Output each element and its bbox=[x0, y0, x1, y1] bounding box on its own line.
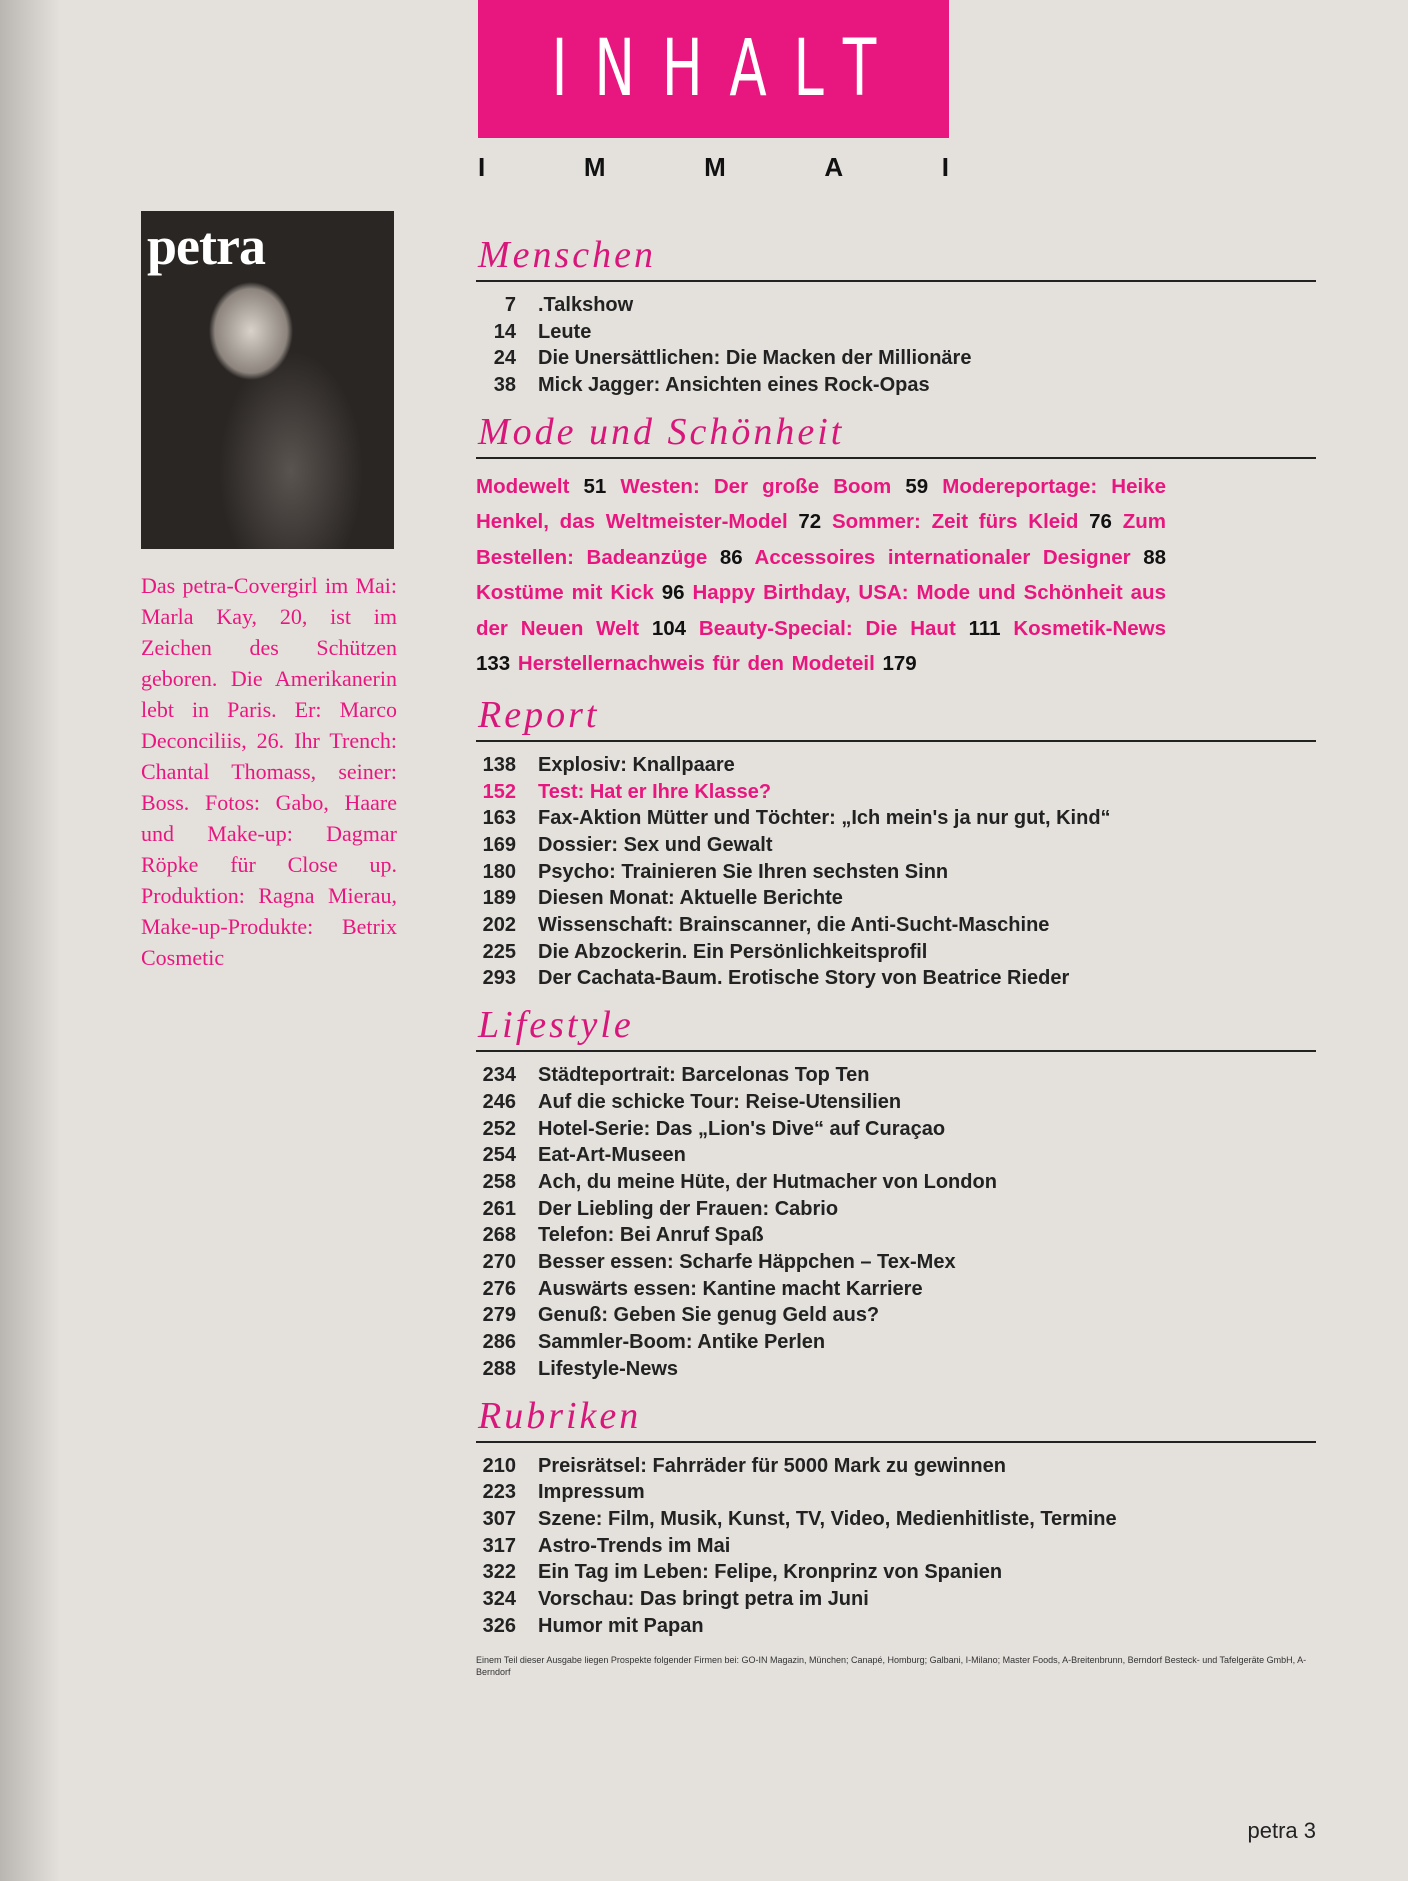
toc-entry bbox=[476, 1089, 1316, 1116]
entry-title: Astro-Trends im Mai bbox=[538, 1534, 731, 1557]
mode-item: Zum Bestellen: Badeanzüge bbox=[476, 510, 1166, 569]
entry-page: 7 bbox=[504, 294, 516, 316]
issue-month-letter: M bbox=[583, 152, 606, 182]
toc-entry bbox=[476, 1142, 1316, 1169]
entry-page: 268 bbox=[482, 1224, 516, 1247]
entry-title: Dossier: Sex und Gewalt bbox=[538, 833, 773, 856]
section-title: Rubriken bbox=[476, 1391, 1316, 1443]
issue-month bbox=[478, 152, 949, 183]
entry-title: Impressum bbox=[538, 1481, 645, 1504]
mode-item-page: 111 bbox=[968, 616, 1001, 640]
entry-page: 138 bbox=[482, 753, 516, 776]
entry-list bbox=[476, 1062, 1316, 1382]
toc-entry bbox=[476, 885, 1316, 912]
mode-item: Beauty-Special: Die Haut bbox=[686, 616, 969, 640]
entry-title: Telefon: Bei Anruf Spaß bbox=[538, 1224, 764, 1247]
mode-item: Happy Birthday, USA: Mode und Schönheit aus der Neuen Welt bbox=[476, 581, 1166, 640]
entry-title: Humor mit Papan bbox=[538, 1614, 704, 1637]
entry-list bbox=[476, 752, 1316, 992]
entry-title: Hotel-Serie: Das „Lion's Dive“ auf Curaçao bbox=[538, 1117, 946, 1140]
section-mode bbox=[476, 407, 1316, 682]
entry-page: 326 bbox=[482, 1614, 516, 1637]
toc-entry bbox=[476, 1276, 1316, 1303]
entry-page: 225 bbox=[482, 940, 516, 963]
toc-entry bbox=[476, 1559, 1316, 1586]
toc-entry bbox=[476, 1586, 1316, 1613]
cover-logo: petra bbox=[147, 216, 265, 276]
entry-title: Test: Hat er Ihre Klasse? bbox=[538, 780, 772, 803]
entry-title: Wissenschaft: Brainscanner, die Anti-Sucht-Maschine bbox=[538, 914, 1050, 937]
toc-entry bbox=[476, 1196, 1316, 1223]
mode-item-page: 59 bbox=[905, 474, 929, 498]
section-report bbox=[476, 690, 1316, 992]
mode-item-page: 76 bbox=[1089, 510, 1112, 534]
mode-item: Westen: Der große Boom bbox=[606, 474, 906, 498]
entry-page: 286 bbox=[482, 1331, 516, 1354]
mode-item: Sommer: Zeit fürs Kleid bbox=[821, 510, 1090, 534]
section-lifestyle bbox=[476, 1000, 1316, 1382]
entry-page: 234 bbox=[482, 1064, 516, 1087]
entry-page: 288 bbox=[482, 1357, 516, 1380]
section-title: Mode und Schönheit bbox=[476, 407, 1316, 459]
page-number: petra 3 bbox=[1247, 1818, 1316, 1843]
toc-entry bbox=[476, 1533, 1316, 1560]
entry-page: 261 bbox=[482, 1197, 516, 1220]
entry-title: Psycho: Trainieren Sie Ihren sechsten Sinn bbox=[538, 860, 949, 883]
toc-entry bbox=[476, 345, 1316, 372]
mode-item: Modewelt bbox=[476, 474, 584, 498]
entry-page: 254 bbox=[482, 1144, 516, 1167]
issue-month-letter: I bbox=[478, 152, 486, 182]
entry-title: Ein Tag im Leben: Felipe, Kronprinz von Spanien bbox=[538, 1561, 1003, 1584]
entry-page: 293 bbox=[482, 967, 516, 990]
footnote: Einem Teil dieser Ausgabe liegen Prospekte folgender Firmen bei: GO-IN Magazin, München; Canapé, Homburg; Galbani, I-Milano; Master Foods, A-Breitenbrunn, Berndorf Besteck- und Tafelgeräte GmbH, A-Berndorf bbox=[476, 1654, 1307, 1677]
mode-item-page: 179 bbox=[882, 652, 917, 676]
toc-entry bbox=[476, 939, 1316, 966]
toc-entry bbox=[476, 1453, 1316, 1480]
entry-title: Explosiv: Knallpaare bbox=[538, 753, 735, 776]
entry-page: 279 bbox=[482, 1304, 516, 1327]
section-title: Menschen bbox=[476, 230, 1316, 282]
toc-entry bbox=[476, 1302, 1316, 1329]
mode-item: Modereportage: Heike Henkel, das Weltmeister-Model bbox=[476, 474, 1166, 534]
entry-page: 270 bbox=[482, 1251, 516, 1274]
mode-item-page: 88 bbox=[1143, 545, 1166, 569]
toc-entry bbox=[476, 912, 1316, 939]
toc-entry bbox=[476, 805, 1316, 832]
toc-entry bbox=[476, 1116, 1316, 1143]
entry-title: Der Cachata-Baum. Erotische Story von Beatrice Rieder bbox=[538, 967, 1070, 990]
mode-item-page: 51 bbox=[583, 474, 607, 498]
toc-entry bbox=[476, 1222, 1316, 1249]
toc-entry bbox=[476, 752, 1316, 779]
entry-title: Fax-Aktion Mütter und Töchter: „Ich mein's ja nur gut, Kind“ bbox=[538, 807, 1111, 830]
toc-entry bbox=[476, 1329, 1316, 1356]
mode-item-page: 72 bbox=[798, 510, 822, 534]
mode-paragraph bbox=[476, 469, 1166, 682]
mode-item: Accessoires internationaler Designer bbox=[742, 545, 1144, 569]
toc-entry bbox=[476, 832, 1316, 859]
issue-month-letter: I bbox=[941, 152, 949, 182]
entry-page: 169 bbox=[482, 833, 516, 856]
page-gutter-shadow bbox=[0, 0, 60, 1881]
toc-entry bbox=[476, 372, 1316, 399]
toc-entry bbox=[476, 1356, 1316, 1383]
section-rubriken bbox=[476, 1391, 1316, 1640]
entry-title: Diesen Monat: Aktuelle Berichte bbox=[538, 887, 843, 910]
entry-page: 317 bbox=[482, 1534, 516, 1557]
entry-title: Auswärts essen: Kantine macht Karriere bbox=[538, 1277, 923, 1300]
cover-caption: Das petra-Covergirl im Mai: Marla Kay, 20, ist im Zeichen des Schützen geboren. Die Amerikanerin lebt in Paris. Er: Marco Deconciliis, 26. Ihr Trench: Chantal Thomass, seiner: Boss. Fotos: Gabo, Haare und Make-up: Dagmar Röpke für Close up. Produktion: Ragna Mierau, Make-up-Produkte: Betrix Cosmetic bbox=[141, 573, 397, 970]
entry-title: Besser essen: Scharfe Häppchen – Tex-Mex bbox=[538, 1251, 956, 1274]
entry-page: 210 bbox=[482, 1454, 516, 1477]
entry-page: 246 bbox=[482, 1090, 516, 1113]
mode-item: Kostüme mit Kick bbox=[476, 581, 662, 605]
section-title: Lifestyle bbox=[476, 1000, 1316, 1052]
mode-item-page: 104 bbox=[651, 616, 687, 640]
entry-title: Sammler-Boom: Antike Perlen bbox=[538, 1331, 826, 1354]
entry-page: 24 bbox=[493, 347, 516, 370]
entry-page: 180 bbox=[482, 860, 516, 883]
entry-title: Ach, du meine Hüte, der Hutmacher von London bbox=[538, 1170, 997, 1193]
entry-title: Preisrätsel: Fahrräder für 5000 Mark zu gewinnen bbox=[538, 1454, 1006, 1477]
mode-item-page: 86 bbox=[719, 545, 743, 569]
table-of-contents bbox=[476, 230, 1316, 1678]
entry-page: 152 bbox=[482, 780, 516, 803]
toc-entry bbox=[476, 1613, 1316, 1640]
entry-list bbox=[476, 292, 1316, 399]
issue-month-letter: M bbox=[704, 152, 726, 182]
entry-list bbox=[476, 1453, 1316, 1640]
toc-entry bbox=[476, 319, 1316, 346]
entry-page: 223 bbox=[482, 1481, 516, 1504]
entry-page: 258 bbox=[482, 1170, 516, 1193]
toc-entry bbox=[476, 859, 1316, 886]
entry-title: Die Abzockerin. Ein Persönlichkeitsprofil bbox=[538, 940, 928, 963]
toc-entry bbox=[476, 292, 1316, 319]
section-menschen bbox=[476, 230, 1316, 399]
entry-title: Der Liebling der Frauen: Cabrio bbox=[538, 1197, 839, 1220]
entry-page: 163 bbox=[482, 807, 516, 830]
toc-entry bbox=[476, 1506, 1316, 1533]
entry-title: Die Unersättlichen: Die Macken der Millionäre bbox=[538, 347, 972, 370]
entry-page: 322 bbox=[482, 1561, 516, 1584]
toc-entry bbox=[476, 1249, 1316, 1276]
issue-month-letter: A bbox=[824, 152, 844, 182]
mode-item: Herstellernachweis für den Modeteil bbox=[510, 652, 883, 676]
toc-entry bbox=[476, 1479, 1316, 1506]
mode-item-page: 133 bbox=[476, 652, 511, 676]
entry-page: 252 bbox=[482, 1117, 516, 1140]
mode-item: Kosmetik-News bbox=[1000, 616, 1166, 640]
cover-thumbnail bbox=[141, 211, 394, 549]
entry-page: 324 bbox=[482, 1588, 516, 1611]
entry-title: Genuß: Geben Sie genug Geld aus? bbox=[538, 1304, 880, 1327]
section-title: Report bbox=[476, 690, 1316, 742]
entry-title: Mick Jagger: Ansichten eines Rock-Opas bbox=[538, 374, 930, 397]
page-title: INHALT bbox=[551, 24, 903, 114]
entry-page: 14 bbox=[493, 320, 516, 343]
header-banner bbox=[478, 0, 949, 138]
toc-entry bbox=[476, 1169, 1316, 1196]
mode-item-page: 96 bbox=[661, 581, 685, 605]
entry-title: Szene: Film, Musik, Kunst, TV, Video, Medienhitliste, Termine bbox=[538, 1507, 1117, 1530]
entry-title: Vorschau: Das bringt petra im Juni bbox=[538, 1588, 869, 1611]
entry-page: 202 bbox=[482, 914, 516, 937]
entry-page: 276 bbox=[482, 1277, 516, 1300]
entry-title: .Talkshow bbox=[538, 294, 634, 316]
entry-title: Leute bbox=[538, 320, 592, 343]
entry-title: Auf die schicke Tour: Reise-Utensilien bbox=[538, 1090, 902, 1113]
entry-title: Lifestyle-News bbox=[538, 1357, 679, 1380]
toc-entry bbox=[476, 779, 1316, 806]
entry-title: Städteportrait: Barcelonas Top Ten bbox=[538, 1064, 870, 1087]
entry-title: Eat-Art-Museen bbox=[538, 1144, 686, 1167]
entry-page: 307 bbox=[482, 1507, 516, 1530]
toc-entry bbox=[476, 1062, 1316, 1089]
entry-page: 38 bbox=[493, 374, 516, 397]
entry-page: 189 bbox=[482, 887, 516, 910]
toc-entry bbox=[476, 965, 1316, 992]
